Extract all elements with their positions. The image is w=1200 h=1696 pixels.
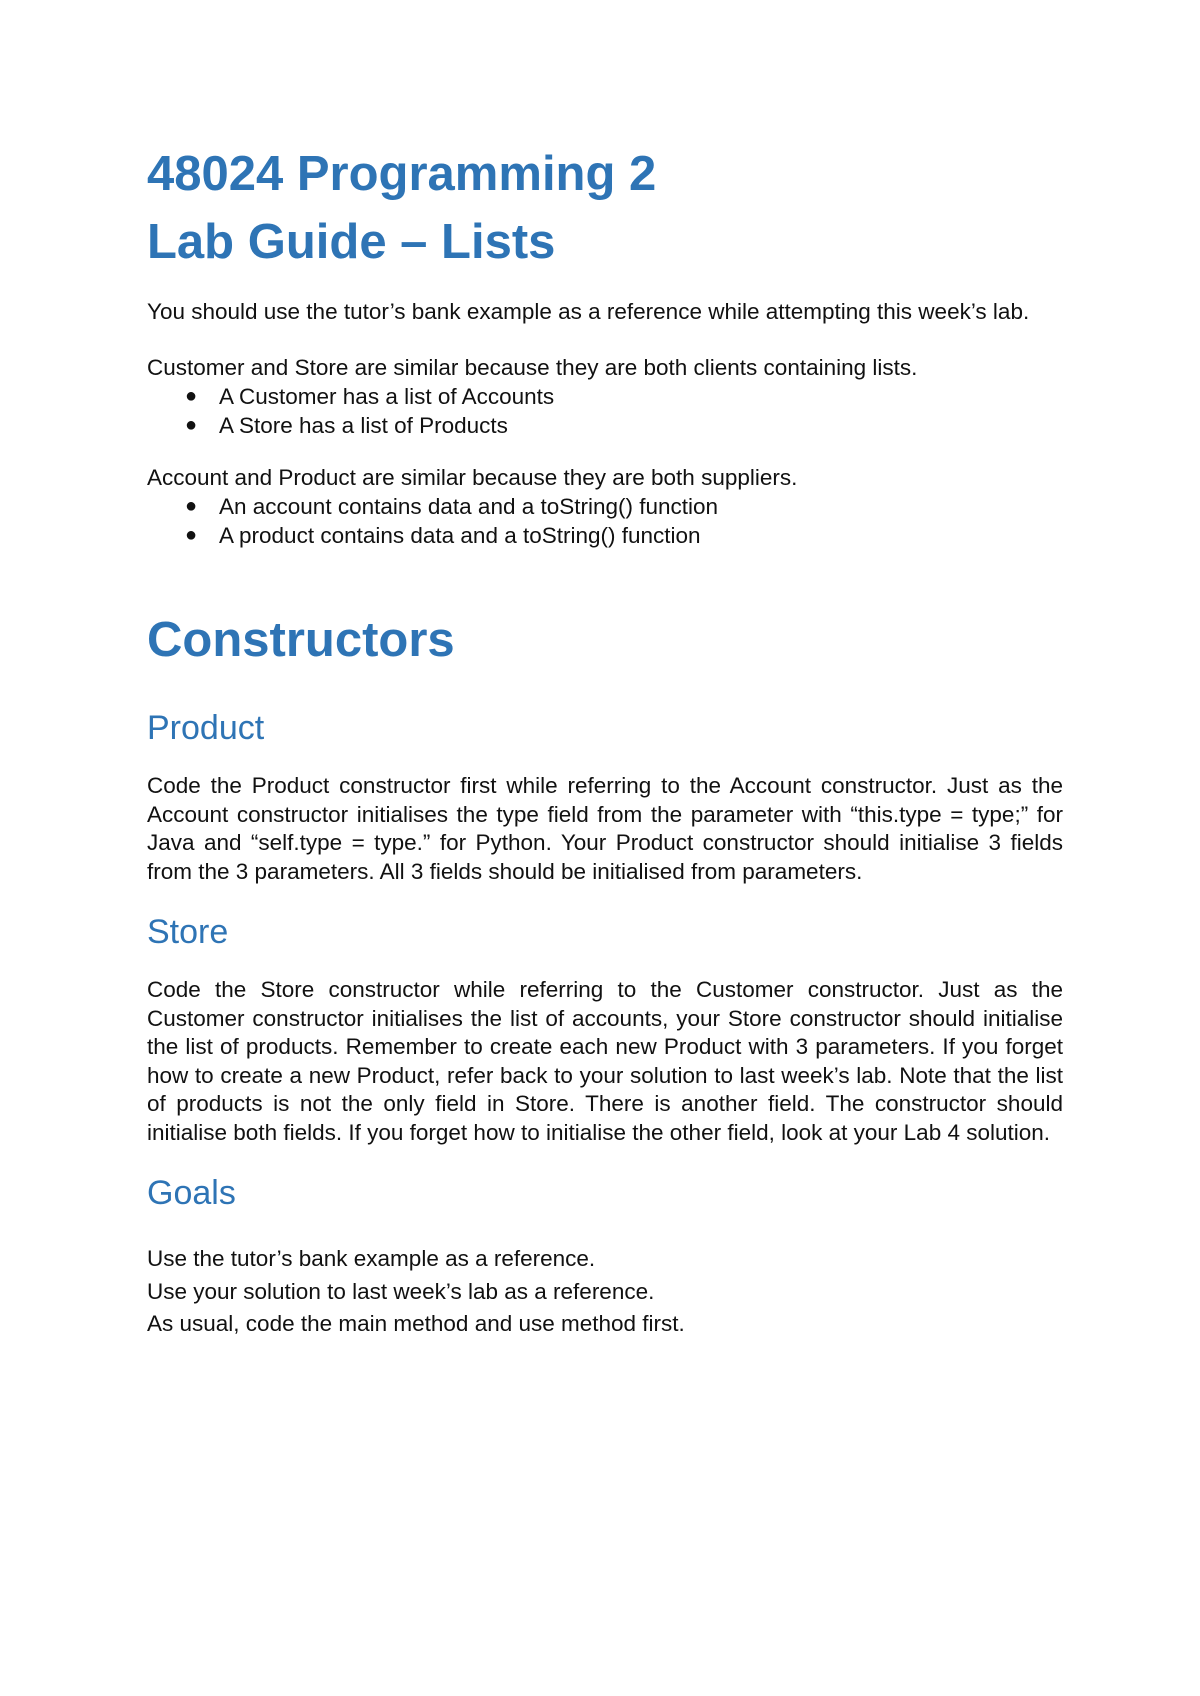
list-item-text: A Customer has a list of Accounts bbox=[219, 384, 555, 409]
constructors-heading: Constructors bbox=[147, 613, 455, 667]
clients-list bbox=[147, 382, 1063, 440]
clients-paragraph: Customer and Store are similar because they are both clients containing lists. bbox=[147, 355, 918, 380]
bullet-icon: ● bbox=[185, 495, 198, 517]
goal-line: Use your solution to last week’s lab as a reference. bbox=[147, 1278, 655, 1304]
document-page bbox=[147, 140, 1063, 1341]
goal-line: Use the tutor’s bank example as a reference. bbox=[147, 1246, 596, 1271]
title-line-guide: Lab Guide – Lists bbox=[147, 215, 556, 269]
product-paragraph: Code the Product constructor first while referring to the Account constructor. Just as the Account constructor initialises the type field from the parameter with “this.type = type;” for Java and “self.type = type.” for Python. Your Product constructor should initialise 3 fields from the 3 parameters. All 3 fields should be initialised from parameters. bbox=[147, 773, 1063, 884]
bullet-icon: ● bbox=[185, 385, 198, 407]
bullet-icon: ● bbox=[185, 524, 198, 546]
list-item-text: A Store has a list of Products bbox=[219, 413, 508, 438]
goal-line: As usual, code the main method and use method first. bbox=[147, 1311, 685, 1336]
suppliers-list bbox=[147, 492, 1063, 550]
list-item bbox=[147, 492, 1063, 521]
list-item-text: A product contains data and a toString() function bbox=[219, 523, 701, 548]
goals-heading: Goals bbox=[147, 1174, 236, 1212]
title-line-course: 48024 Programming 2 bbox=[147, 147, 657, 201]
goals-lines bbox=[147, 1243, 1063, 1341]
bullet-icon: ● bbox=[185, 414, 198, 436]
document-title bbox=[147, 140, 1063, 276]
list-item bbox=[147, 382, 1063, 411]
store-heading: Store bbox=[147, 913, 229, 951]
list-item bbox=[147, 411, 1063, 440]
list-item bbox=[147, 521, 1063, 550]
intro-paragraph: You should use the tutor’s bank example as a reference while attempting this week’s lab. bbox=[147, 299, 1030, 324]
store-paragraph: Code the Store constructor while referring to the Customer constructor. Just as the Customer constructor initialises the list of accounts, your Store constructor should initialise the list of products. Remember to create each new Product with 3 parameters. If you forget how to create a new Product, refer back to your solution to last week’s lab. Note that the list of products is not the only field in Store. There is another field. The constructor should initialise both fields. If you forget how to initialise the other field, look at your Lab 4 solution. bbox=[147, 977, 1063, 1145]
list-item-text: An account contains data and a toString() function bbox=[219, 494, 719, 519]
product-heading: Product bbox=[147, 709, 265, 747]
suppliers-paragraph: Account and Product are similar because they are both suppliers. bbox=[147, 465, 798, 490]
